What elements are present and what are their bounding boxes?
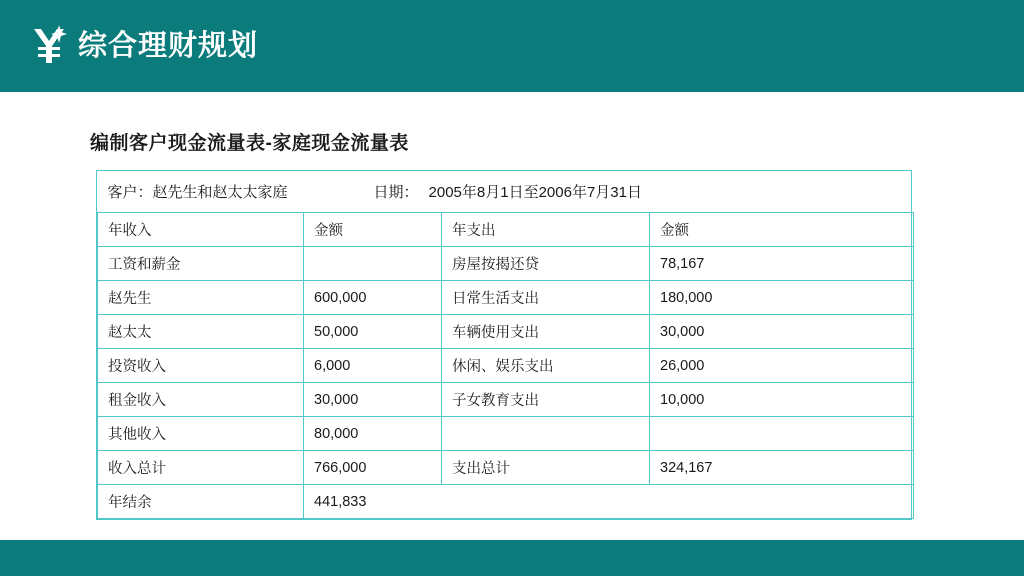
column-header-income-amount: 金额 bbox=[304, 213, 442, 247]
expense-label bbox=[442, 417, 650, 451]
income-label: 工资和薪金 bbox=[98, 247, 304, 281]
expense-label: 休闲、娱乐支出 bbox=[442, 349, 650, 383]
yen-sparkle-icon bbox=[26, 23, 70, 69]
balance-amount: 441,833 bbox=[304, 485, 914, 519]
expense-total-amount: 324,167 bbox=[650, 451, 914, 485]
income-amount: 30,000 bbox=[304, 383, 442, 417]
column-header-income: 年收入 bbox=[98, 213, 304, 247]
table-header-cell bbox=[98, 171, 914, 213]
table-header-row bbox=[98, 171, 914, 213]
expense-label: 车辆使用支出 bbox=[442, 315, 650, 349]
table-row-balance bbox=[98, 485, 914, 519]
expense-amount: 180,000 bbox=[650, 281, 914, 315]
table-row bbox=[98, 417, 914, 451]
income-amount: 600,000 bbox=[304, 281, 442, 315]
income-label: 赵太太 bbox=[98, 315, 304, 349]
table-row-total bbox=[98, 451, 914, 485]
column-header-expense: 年支出 bbox=[442, 213, 650, 247]
date-label: 日期： bbox=[373, 184, 419, 201]
cashflow-table-container bbox=[96, 170, 912, 520]
income-label: 赵先生 bbox=[98, 281, 304, 315]
cashflow-table bbox=[97, 171, 914, 519]
expense-amount: 78,167 bbox=[650, 247, 914, 281]
income-label: 其他收入 bbox=[98, 417, 304, 451]
table-column-header-row bbox=[98, 213, 914, 247]
expense-label: 房屋按揭还贷 bbox=[442, 247, 650, 281]
expense-label: 子女教育支出 bbox=[442, 383, 650, 417]
income-amount: 80,000 bbox=[304, 417, 442, 451]
income-label: 租金收入 bbox=[98, 383, 304, 417]
income-total-label: 收入总计 bbox=[98, 451, 304, 485]
page-title: 编制客户现金流量表-家庭现金流量表 bbox=[90, 133, 409, 154]
client-label: 客户：赵先生和赵太太家庭 bbox=[107, 184, 288, 201]
footer-bar bbox=[0, 540, 1024, 576]
expense-amount: 10,000 bbox=[650, 383, 914, 417]
income-label: 投资收入 bbox=[98, 349, 304, 383]
expense-total-label: 支出总计 bbox=[442, 451, 650, 485]
table-row bbox=[98, 315, 914, 349]
income-amount: 6,000 bbox=[304, 349, 442, 383]
balance-label: 年结余 bbox=[98, 485, 304, 519]
income-amount: 50,000 bbox=[304, 315, 442, 349]
expense-label: 日常生活支出 bbox=[442, 281, 650, 315]
column-header-expense-amount: 金额 bbox=[650, 213, 914, 247]
expense-amount bbox=[650, 417, 914, 451]
table-row bbox=[98, 247, 914, 281]
income-amount bbox=[304, 247, 442, 281]
expense-amount: 30,000 bbox=[650, 315, 914, 349]
date-value: 2005年8月1日至2006年7月31日 bbox=[428, 184, 642, 201]
header-banner bbox=[0, 0, 1024, 92]
table-row bbox=[98, 281, 914, 315]
expense-amount: 26,000 bbox=[650, 349, 914, 383]
table-row bbox=[98, 383, 914, 417]
income-total-amount: 766,000 bbox=[304, 451, 442, 485]
table-row bbox=[98, 349, 914, 383]
banner-title: 综合理财规划 bbox=[78, 29, 259, 62]
